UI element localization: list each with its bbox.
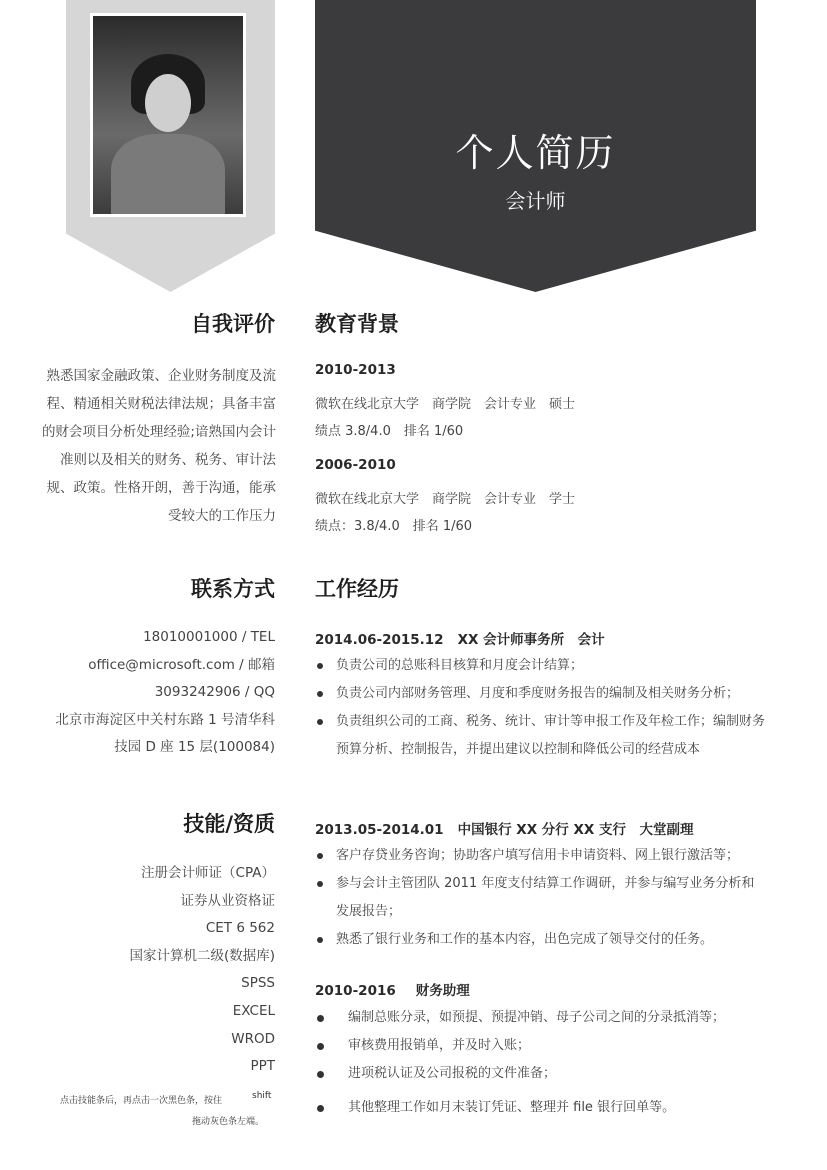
contact-address-2: 技园 D 座 15 层(100084): [114, 739, 275, 756]
duty-item: 负责组织公司的工商、税务、统计、审计等申报工作及年检工作；编制财务预算分析、控制报告，并提出建议以控制和降低公司的经营成本: [315, 708, 766, 764]
skill-item: 注册会计师证（CPA）: [141, 865, 275, 881]
skills-note-line2: 拖动灰色条左端。: [192, 1117, 265, 1127]
skill-item: EXCEL: [232, 1002, 275, 1019]
duty-item: 客户存贷业务咨询；协助客户填写信用卡申请资料、网上银行激活等；: [315, 842, 775, 870]
duty-item: 负责公司的总账科目核算和月度会计结算；: [315, 652, 775, 680]
edu-score: 绩点 3.8/4.0 排名 1/60: [315, 424, 464, 439]
skill-item: WROD: [231, 1030, 275, 1047]
job-role: 财务助理: [415, 983, 470, 999]
job-header: [315, 979, 470, 999]
skill-item: PPT: [250, 1058, 275, 1075]
education-heading: 教育背景: [315, 312, 399, 336]
skill-item: CET 6 562: [205, 920, 275, 937]
job-header: [315, 818, 694, 838]
contact-address-1: 北京市海淀区中关村东路 1 号清华科: [55, 711, 275, 728]
page-title: 个人简历: [455, 131, 616, 175]
contact-phone: 18010001000 / TEL: [143, 629, 275, 645]
skills-heading: 技能/资质: [183, 812, 275, 836]
skills-list: [30, 860, 275, 1081]
edu-school: 微软在线北京大学 商学院 会计专业 硕士: [315, 397, 576, 412]
skills-note-shift: shift: [252, 1091, 272, 1101]
edu-period: 2010-2013: [315, 362, 396, 378]
job-duties: [315, 652, 775, 764]
duty-item: 编制总账分录，如预提、预提冲销、母子公司之间的分录抵消等；: [315, 1004, 775, 1032]
job-period: 2013.05-2014.01: [315, 822, 444, 838]
duty-item: 审核费用报销单，并及时入账；: [315, 1032, 775, 1060]
profile-photo: [93, 16, 243, 214]
self-eval-heading: 自我评价: [191, 312, 275, 336]
edu-score: 绩点：3.8/4.0 排名 1/60: [315, 519, 473, 534]
job-period: 2014.06-2015.12: [315, 632, 444, 648]
skills-note-line1: 点击技能条后，再点击一次黑色条，按住: [60, 1096, 223, 1106]
job-duties: [315, 1004, 775, 1122]
contact-list: [30, 624, 275, 762]
job-period: 2010-2016: [315, 983, 396, 999]
skill-item: 国家计算机二级(数据库): [129, 947, 275, 964]
duty-item: 进项税认证及公司报税的文件准备；: [315, 1060, 775, 1088]
duty-item: 其他整理工作如月末装订凭证、整理并 file 银行回单等。: [315, 1094, 775, 1122]
contact-email: office@microsoft.com / 邮箱: [88, 656, 275, 673]
work-heading: 工作经历: [315, 577, 399, 601]
contact-qq: 3093242906 / QQ: [154, 684, 275, 701]
job-role: 中国银行 XX 分行 XX 支行 大堂副理: [457, 822, 694, 838]
job-role: XX 会计师事务所 会计: [457, 632, 605, 648]
self-eval-text: 熟悉国家金融政策、企业财务制度及流程、精通相关财税法律法规；具备丰富的财会项目分析处理经验;谙熟国内会计准则以及相关的财务、税务、审计法规、政策。性格开朗，善于沟通，能承受较大的工作压力: [41, 368, 276, 524]
skill-item: SPSS: [241, 975, 275, 992]
job-duties: [315, 842, 775, 954]
duty-item: 参与会计主管团队 2011 年度支付结算工作调研，并参与编写业务分析和发展报告；: [315, 870, 766, 926]
page-subtitle: 会计师: [505, 189, 566, 213]
skill-item: 证券从业资格证: [180, 892, 275, 909]
edu-period: 2006-2010: [315, 457, 396, 473]
job-header: [315, 628, 605, 648]
edu-school: 微软在线北京大学 商学院 会计专业 学士: [315, 492, 576, 507]
contact-heading: 联系方式: [191, 577, 275, 601]
duty-item: 熟悉了银行业务和工作的基本内容，出色完成了领导交付的任务。: [315, 926, 775, 954]
duty-item: 负责公司内部财务管理、月度和季度财务报告的编制及相关财务分析；: [315, 680, 775, 708]
